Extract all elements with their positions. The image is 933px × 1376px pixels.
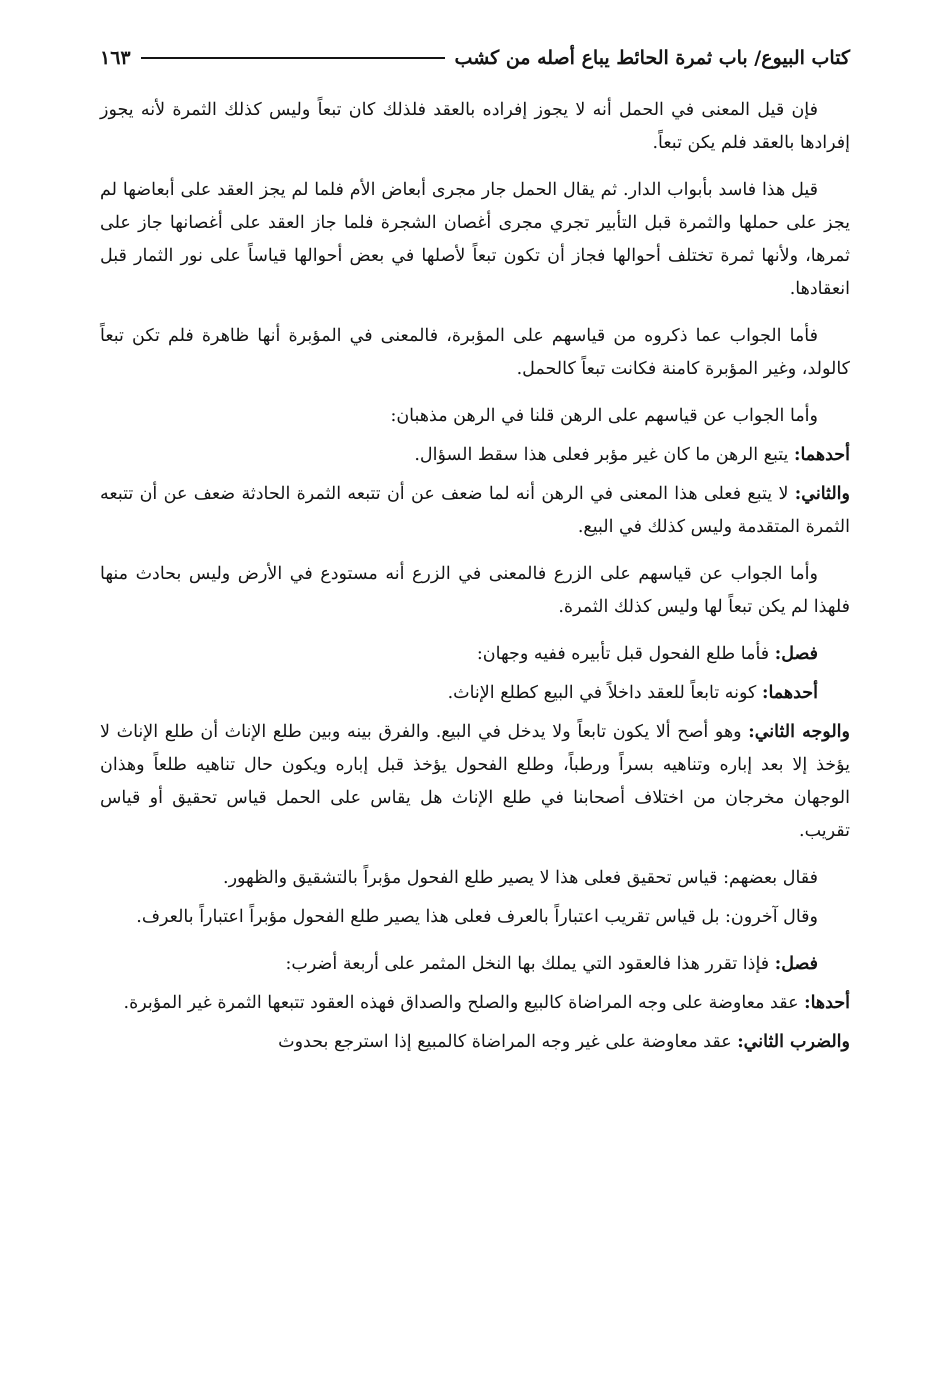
paragraph-lead: والوجه الثاني: [748,722,850,742]
header-rule [141,57,445,59]
paragraph-text: فإن قيل المعنى في الحمل أنه لا يجوز إفراده بالعقد فلذلك كان تبعاً وليس كذلك الثمرة لأنه يجوز إفرادها بالعقد فلم يكن تبعاً. [100,100,850,153]
paragraph-answer-muabbara [100,320,850,386]
paragraph-lead: فصل: [774,954,818,974]
paragraph-second-aspect [100,716,850,848]
paragraph-text: وأما الجواب عن قياسهم على الزرع فالمعنى في الزرع أنه مستودع في الأرض وليس بحادث منها فلهذا لم يكن تبعاً لها وليس كذلك الثمرة. [100,564,850,617]
paragraph-text: كونه تابعاً للعقد داخلاً في البيع كطلع الإناث. [447,683,757,703]
paragraph-answer-rahn [100,400,850,433]
paragraph-first-view [100,439,850,472]
paragraph-text: فإذا تقرر هذا فالعقود التي يملك بها النخل المثمر على أربعة أضرب: [285,954,770,974]
paragraph-lead: والضرب الثاني: [737,1032,850,1052]
paragraph-lead: أحدها: [804,993,850,1013]
paragraph-objection-haml [100,94,850,160]
paragraph-lead: فصل: [774,644,818,664]
paragraph-others-said [100,901,850,934]
paragraph-some-said [100,862,850,895]
paragraph-fasl-contracts [100,948,850,981]
document-page [100,40,850,1340]
paragraph-first-kind [100,987,850,1020]
paragraph-text: فأما الجواب عما ذكروه من قياسهم على المؤبرة، فالمعنى في المؤبرة أنها ظاهرة فلم تكن تبعاً كالولد، وغير المؤبرة كامنة فكانت تبعاً كالحمل. [100,326,850,379]
paragraph-text: وقال آخرون: بل قياس تقريب اعتباراً بالعرف فعلى هذا يصير طلع الفحول مؤبراً اعتباراً بالعرف. [136,907,818,927]
running-header [100,40,850,76]
paragraph-lead: والثاني: [794,484,850,504]
paragraph-fasl-fuhul [100,638,850,671]
paragraph-lead: أحدهما: [793,445,850,465]
page-number: ١٦٣ [100,47,131,69]
paragraph-lead: أحدهما: [761,683,818,703]
paragraph-second-view [100,478,850,544]
paragraph-text: فقال بعضهم: قياس تحقيق فعلى هذا لا يصير طلع الفحول مؤبراً بالتشقيق والظهور. [223,868,818,888]
paragraph-second-kind [100,1026,850,1059]
paragraph-text: لا يتبع فعلى هذا المعنى في الرهن أنه لما ضعف عن أن تتبعه الثمرة الحادثة ضعف عن أن تتبعه الثمرة المتقدمة وليس كذلك في البيع. [100,484,850,537]
paragraph-answer-zar [100,558,850,624]
book-chapter-title: كتاب البيوع/ باب ثمرة الحائط يباع أصله من كشب [454,47,850,69]
paragraph-text: وأما الجواب عن قياسهم على الرهن قلنا في الرهن مذهبان: [390,406,818,426]
paragraph-reply-doors [100,174,850,306]
paragraph-text: فأما طلع الفحول قبل تأبيره ففيه وجهان: [476,644,770,664]
paragraph-text: قيل هذا فاسد بأبواب الدار. ثم يقال الحمل جار مجرى أبعاض الأم فلما لم يجز العقد على أبعاضها لم يجز على حملها والثمرة قبل التأبير تجري مجرى أغصان الشجرة فلما جاز العقد على أغصانها جاز على ثمرها، ولأنها ثمرة تختلف أحوالها فجاز أن تكون تبعاً لأصلها في بعض أحوالها قياساً على نور الثمار قبل انعقادها. [100,180,850,299]
paragraph-text: وهو أصح ألا يكون تابعاً ولا يدخل في البيع. والفرق بينه وبين طلع الإناث أن طلع الإناث لا يؤخذ إلا بعد إباره وتناهيه بسراً ورطباً، وطلع الفحول يؤخذ قبل إباره ويكون حال تناهيه طلعاً وهذان الوجهان مخرجان من اختلاف أصحابنا في طلع الإناث هل يقاس على الحمل قياس تحقيق أو قياس تقريب. [100,722,850,841]
paragraph-text: عقد معاوضة على وجه المراضاة كالبيع والصلح والصداق فهذه العقود تتبعها الثمرة غير المؤبرة. [123,993,799,1013]
paragraph-first-aspect [100,677,850,710]
paragraph-text: عقد معاوضة على غير وجه المراضاة كالمبيع إذا استرجع بحدوث [278,1032,732,1052]
paragraph-text: يتبع الرهن ما كان غير مؤبر فعلى هذا سقط السؤال. [414,445,789,465]
